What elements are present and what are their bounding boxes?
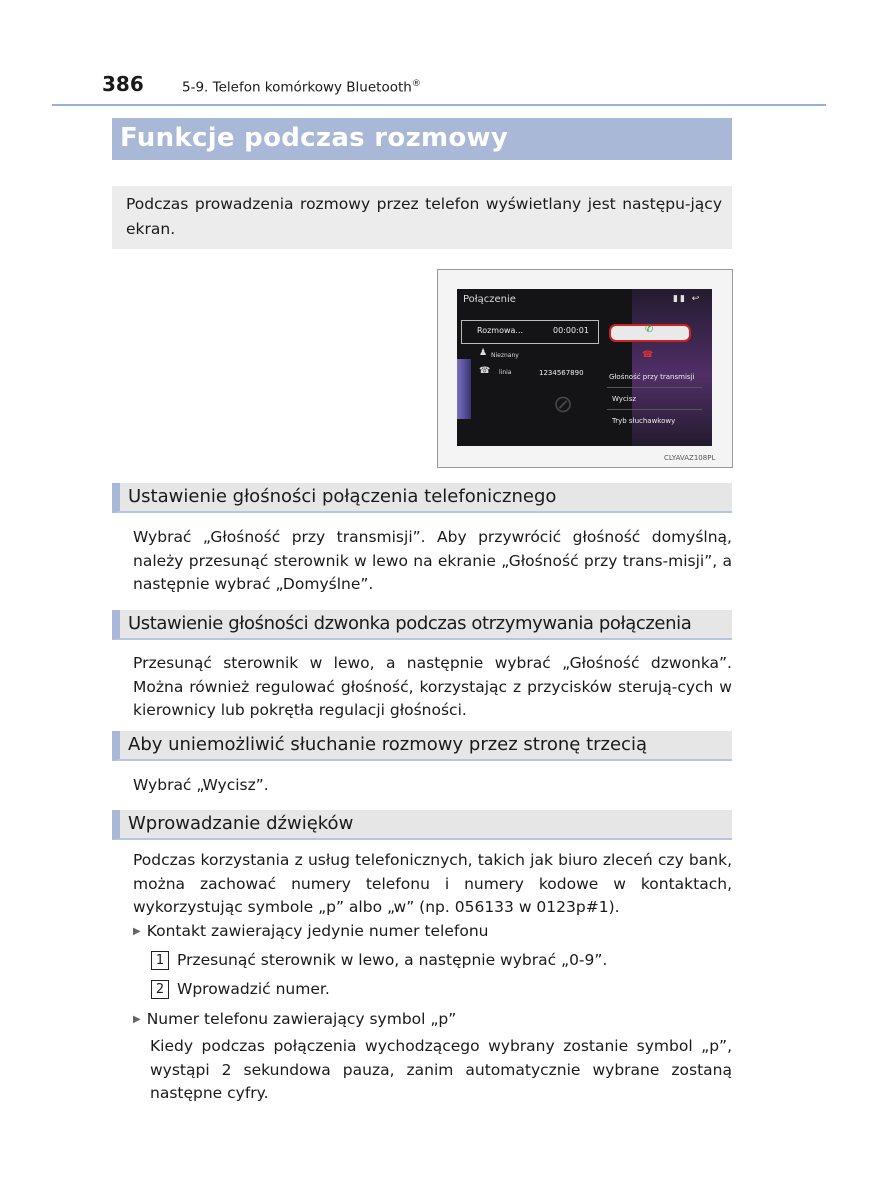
phone-number: 1234567890 (539, 369, 584, 377)
call-label: Rozmowa... (477, 326, 524, 335)
call-volume-text: Wybrać „Głośność przy transmisji”. Aby przywrócić głośność domyślną, należy przesunąć sterownik w lewo na ekranie „Głośność przy trans-misji”, a następnie wybrać „Domyślne”. (133, 528, 732, 593)
bullet-triangle-icon: ▶ (133, 1014, 141, 1025)
heading-text: Ustawienie głośności dzwonka podczas otrzymywania połączenia (128, 613, 692, 634)
step-1 (151, 951, 607, 970)
heading-text: Ustawienie głośności połączenia telefonicznego (128, 486, 557, 507)
p-symbol-text: Kiedy podczas połączenia wychodzącego wybrany zostanie symbol „p”, wystąpi 2 sekundowa pauza, zanim automatycznie wybrane zostaną następne cyfry. (150, 1037, 732, 1102)
hangup-icon: ☎ (642, 350, 654, 360)
step-number: 1 (151, 951, 169, 970)
list-item (133, 1010, 456, 1028)
mute-text: Wybrać „Wycisz”. (133, 776, 269, 794)
status-icons: ▮▮ ↩ (673, 294, 702, 304)
call-time: 00:00:01 (553, 326, 589, 335)
bullet-text: Numer telefonu zawierający symbol „p” (146, 1010, 457, 1028)
heading-mute (112, 731, 732, 761)
list-item (133, 922, 488, 940)
page-title-bar (112, 118, 732, 160)
mute-icon: ⊘ (553, 390, 574, 418)
intro-text: Podczas prowadzenia rozmowy przez telefon wyświetlany jest następu-jący ekran. (126, 195, 722, 238)
ring-volume-text: Przesunąć sterownik w lewo, a następnie wybrać „Głośność dzwonka”. Można również regulować głośność, korzystając z przycisków sterują-cych w kierownicy lub pokrętła regulacji głośności. (133, 654, 732, 719)
screen-glow-left (457, 359, 471, 419)
screen-title: Połączenie (463, 294, 516, 305)
image-code: CLYAVAZ108PL (664, 454, 716, 462)
menu-handsfree: Tryb słuchawkowy (612, 417, 676, 425)
menu-mute: Wycisz (612, 395, 637, 403)
tones-text: Podczas korzystania z usług telefonicznych, takich jak biuro zleceń czy bank, można zachować numery telefonu i numery kodowe w kontaktach, wykorzystując symbole „p” albo „w” (np. 056133 w 0123p#1). (133, 851, 732, 916)
step-text: Wprowadzić numer. (177, 980, 330, 998)
intro-box (112, 186, 732, 249)
section-reference (182, 79, 421, 96)
section-title: 5-9. Telefon komórkowy Bluetooth (182, 79, 412, 96)
caller-name: Nieznany (491, 352, 519, 359)
handset-icon: ✆ (645, 324, 654, 335)
heading-text: Wprowadzanie dźwięków (128, 813, 354, 834)
screen-illustration (437, 269, 733, 468)
bullet-text: Kontakt zawierający jedynie numer telefonu (146, 922, 489, 940)
phone-icon: ☎ (479, 366, 491, 376)
step-text: Przesunąć sterownik w lewo, a następnie wybrać „0-9”. (177, 951, 608, 969)
menu-separator (607, 409, 702, 410)
call-screen (457, 289, 712, 446)
heading-text: Aby uniemożliwić słuchanie rozmowy przez stronę trzecią (128, 734, 647, 755)
page-number: 386 (102, 72, 144, 96)
line-label: linia (499, 369, 512, 376)
heading-call-volume (112, 483, 732, 513)
heading-ring-volume (112, 610, 732, 640)
registered-mark: ® (411, 79, 421, 89)
step-number: 2 (151, 980, 169, 999)
answer-button (609, 324, 691, 342)
bullet-triangle-icon: ▶ (133, 926, 141, 937)
page-title: Funkcje podczas rozmowy (120, 123, 509, 153)
person-icon: ♟ (479, 348, 488, 358)
menu-volume: Głośność przy transmisji (609, 373, 695, 381)
menu-separator (607, 387, 702, 388)
heading-tones (112, 810, 732, 840)
page-header (52, 72, 826, 106)
step-2 (151, 980, 330, 999)
